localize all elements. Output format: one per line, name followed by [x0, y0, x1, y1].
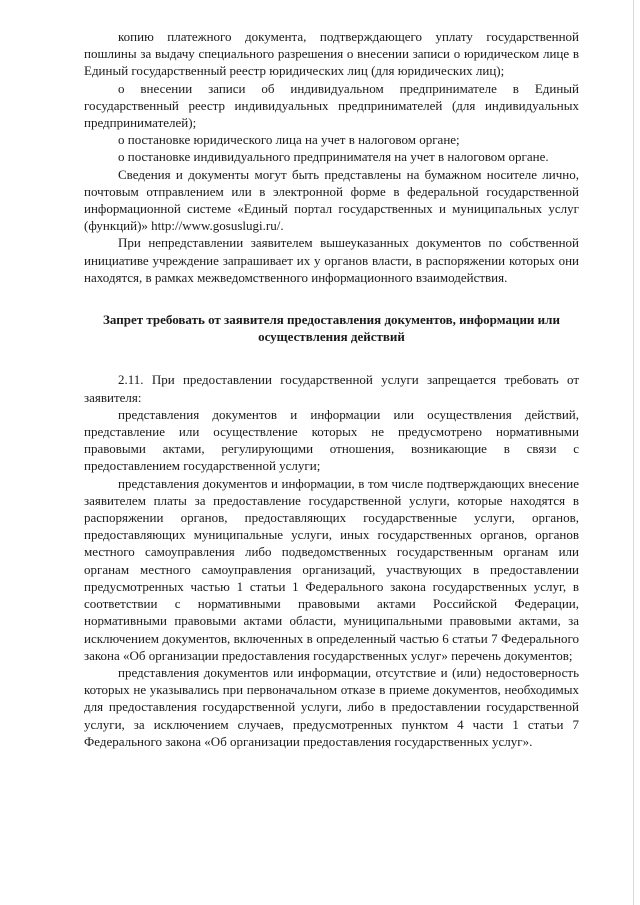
paragraph-payment-copy: копию платежного документа, подтверждающего уплату государственной пошлины за выдачу специального разрешения о внесении записи о юридическом лице в Единый государственный реестр юридических лиц (для юридических лиц); — [84, 29, 579, 79]
paragraph-submission-methods: Сведения и документы могут быть представлены на бумажном носителе лично, почтовым отправлением или в электронной форме в федеральной государственной информационной системе «Единый портал государственных и муниципальных услуг (функций)» http://www.gosuslugi.ru/. — [84, 166, 579, 234]
paragraph-prohibition-1: представления документов и информации или осуществления действий, представление или осуществление которых не предусмотрено нормативными правовыми актами, регулирующими отношения, возникающие в связи с предоставлением государственной услуги; — [84, 406, 579, 474]
paragraph-2-11: 2.11. При предоставлении государственной услуги запрещается требовать от заявителя: — [84, 372, 579, 405]
document-body — [84, 28, 579, 750]
scan-edge-line — [633, 0, 634, 905]
paragraph-ip-register: о внесении записи об индивидуальном предпринимателе в Единый государственный реестр индивидуальных предпринимателей (для индивидуальных предпринимателей); — [84, 80, 579, 131]
section-heading: Запрет требовать от заявителя предоставления документов, информации или осуществления действий — [103, 312, 560, 345]
paragraph-interagency: При непредставлении заявителем вышеуказанных документов по собственной инициативе учреждение запрашивает их у органов власти, в распоряжении которых они находятся, в рамках межведомственного информационного взаимодействия. — [84, 235, 579, 285]
paragraph-ip-tax: о постановке индивидуального предпринимателя на учет в налоговом органе. — [118, 149, 549, 165]
paragraph-legal-tax: о постановке юридического лица на учет в налоговом органе; — [118, 132, 460, 148]
paragraph-prohibition-2: представления документов и информации, в том числе подтверждающих внесение заявителем платы за предоставление государственной услуги, которые находятся в распоряжении органов, предоставляющих государственные услуги, органов, предоставляющих муниципальные услуги, иных государственных органов, органов местного самоуправления либо подведомственных государственным органам или органам местного самоуправления организаций, участвующих в предоставлении предусмотренных частью 1 статьи 1 Федерального закона государственных услуг, в соответствии с нормативными правовыми актами Российской Федерации, нормативными правовыми актами области, муниципальными правовыми актами, за исключением документов, включенных в определенный частью 6 статьи 7 Федерального закона «Об организации предоставления государственных услуг» перечень документов; — [84, 475, 579, 663]
paragraph-prohibition-3: представления документов или информации, отсутствие и (или) недостоверность которых не указывались при первоначальном отказе в приеме документов, необходимых для предоставления государственной услуги, либо в предоставлении государственной услуги, за исключением случаев, предусмотренных пунктом 4 части 1 статьи 7 Федерального закона «Об организации предоставления государственных услуг». — [84, 664, 579, 749]
